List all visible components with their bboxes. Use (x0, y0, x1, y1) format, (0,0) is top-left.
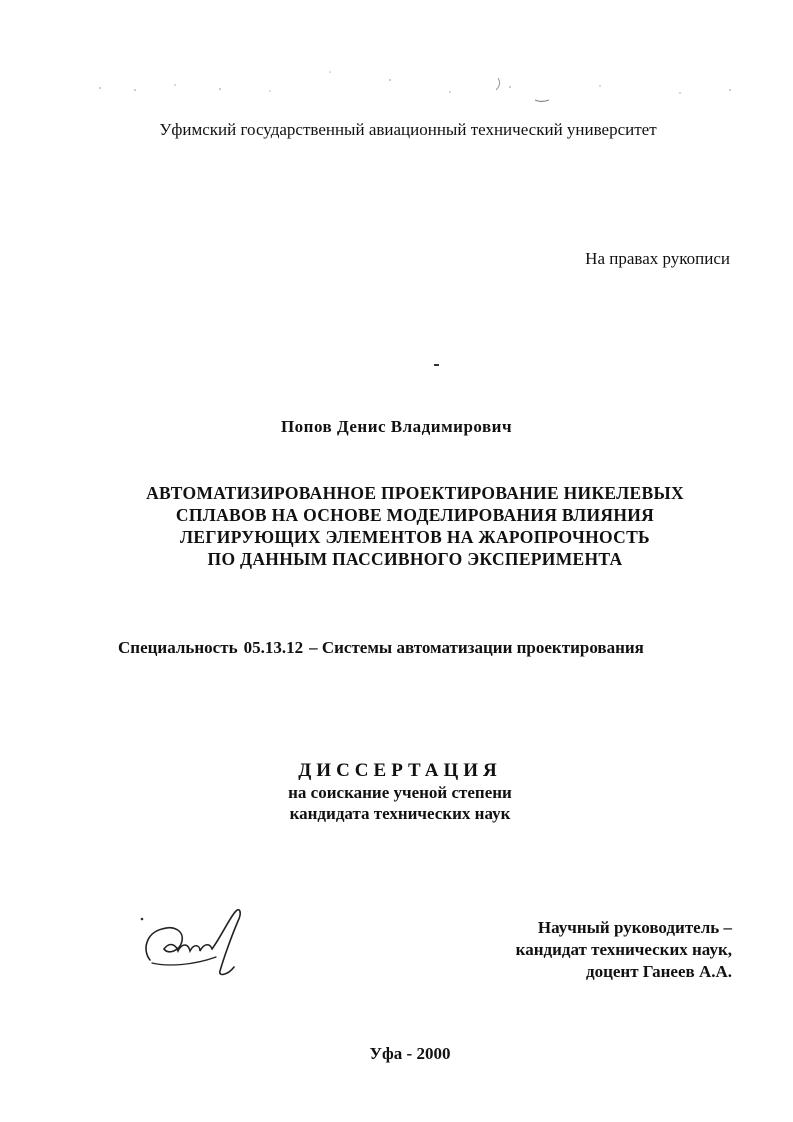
scan-artifacts (80, 60, 760, 110)
specialty-label: Специальность (118, 638, 238, 657)
city-year: Уфа - 2000 (369, 1044, 451, 1063)
advisor-line: доцент Ганеев А.А. (585, 962, 732, 981)
specialty-code: 05.13.12 (243, 638, 304, 657)
dissertation-title (70, 482, 760, 570)
specialty (118, 638, 718, 658)
university-name: Уфимский государственный авиационный технический университет (159, 120, 657, 139)
degree-block (200, 782, 600, 824)
rights-note: На правах рукописи (585, 249, 730, 268)
title-line: ЛЕГИРУЮЩИХ ЭЛЕМЕНТОВ НА ЖАРОПРОЧНОСТЬ (180, 527, 650, 547)
degree-line: на соискание ученой степени (288, 783, 512, 802)
title-line: ПО ДАННЫМ ПАССИВНОГО ЭКСПЕРИМЕНТА (207, 549, 623, 569)
dissertation-heading: ДИССЕРТАЦИЯ (298, 760, 502, 781)
author-name: Попов Денис Владимирович (280, 417, 513, 436)
specialty-name: – Системы автоматизации проектирования (309, 638, 644, 657)
advisor-line: кандидат технических наук, (515, 940, 732, 959)
advisor-block (470, 917, 732, 983)
handwritten-signature (138, 905, 248, 980)
title-line: СПЛАВОВ НА ОСНОВЕ МОДЕЛИРОВАНИЯ ВЛИЯНИЯ (175, 505, 655, 525)
scan-dash-mark (434, 364, 439, 366)
degree-line: кандидата технических наук (289, 804, 511, 823)
title-line: АВТОМАТИЗИРОВАННОЕ ПРОЕКТИРОВАНИЕ НИКЕЛЕВЫХ (146, 483, 684, 503)
advisor-line: Научный руководитель – (537, 918, 732, 937)
